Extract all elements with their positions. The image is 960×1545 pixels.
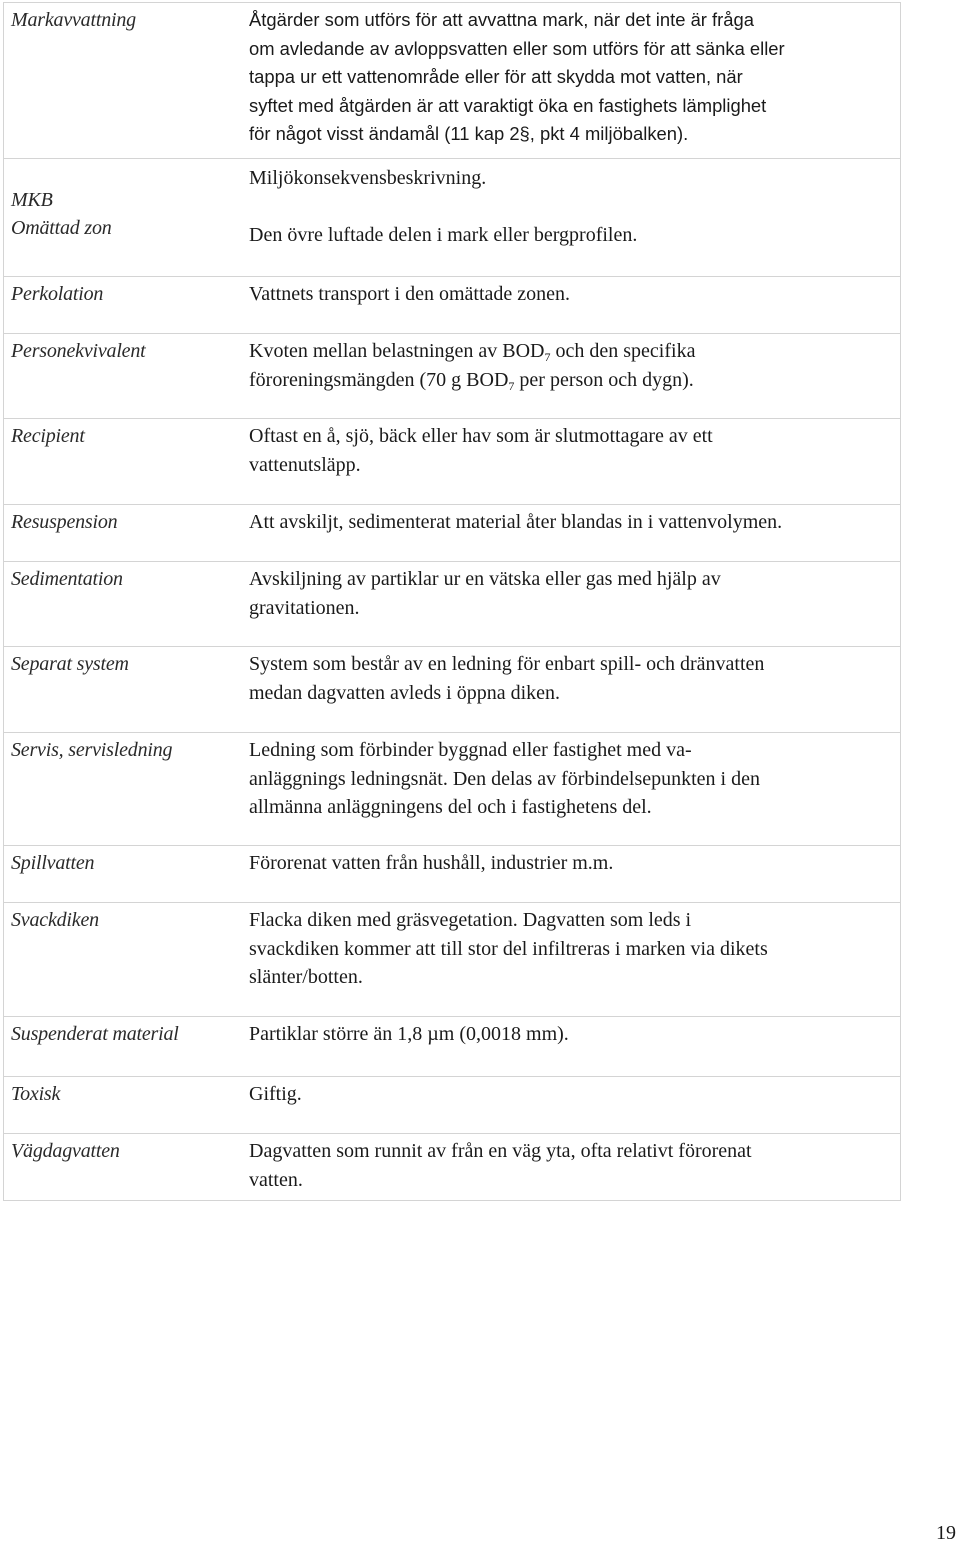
- definition: [242, 3, 900, 149]
- term: Recipient: [11, 425, 85, 447]
- definition-line: Partiklar större än 1,8 µm (0,0018 mm).: [249, 1023, 569, 1045]
- glossary-row-perkolation: [3, 276, 901, 333]
- definition-line: svackdiken kommer att till stor del infiltreras i marken via dikets: [249, 937, 768, 960]
- definition-line: Vattnets transport i den omättade zonen.: [249, 283, 571, 305]
- glossary-row-svackdiken: [3, 902, 901, 1016]
- definition: [242, 733, 900, 822]
- term-omattad-zon: Omättad zon: [11, 217, 112, 239]
- definition-line: vatten.: [249, 1168, 303, 1191]
- term: Toxisk: [11, 1083, 61, 1105]
- term: Spillvatten: [11, 852, 95, 874]
- definition-line: Att avskiljt, sedimenterat material åter blandas in i vattenvolymen.: [249, 511, 783, 533]
- definition-line: anläggnings ledningsnät. Den delas av förbindelsepunkten i den: [249, 767, 760, 790]
- definition-line: för något visst ändamål (11 kap 2§, pkt 4 miljöbalken).: [249, 123, 689, 144]
- definition-line: Oftast en å, sjö, bäck eller hav som är slutmottagare av ett: [249, 425, 713, 447]
- definition-line: tappa ur ett vattenområde eller för att skydda mot vatten, när: [249, 66, 743, 87]
- glossary-row-separat-system: [3, 646, 901, 732]
- definition: [242, 334, 900, 394]
- term: Separat system: [11, 653, 129, 675]
- definition: [242, 1017, 900, 1049]
- term: [4, 159, 242, 242]
- glossary-row-toxisk: [3, 1076, 901, 1133]
- definition-line: syftet med åtgärden är att varaktigt öka en fastighets lämplighet: [249, 94, 767, 116]
- definition-line: Förorenat vatten från hushåll, industrier m.m.: [249, 852, 614, 874]
- glossary-row-suspenderat-material: [3, 1016, 901, 1076]
- term: Sedimentation: [11, 568, 123, 590]
- definition: [242, 562, 900, 622]
- definition-line: medan dagvatten avleds i öppna diken.: [249, 681, 561, 704]
- definition-line: Kvoten mellan belastningen av $BOD_7$ och den specifika: [249, 340, 696, 364]
- definition-line: Åtgärder som utförs för att avvattna mark, när det inte är fråga: [249, 9, 754, 30]
- definition-line: Giftig.: [249, 1083, 302, 1105]
- glossary-row-mkb-omattad-zon: [3, 158, 901, 276]
- glossary-row-recipient: [3, 418, 901, 504]
- term: Resuspension: [11, 511, 118, 533]
- definition: [242, 277, 900, 309]
- definition: [242, 159, 900, 249]
- definition: [242, 647, 900, 707]
- glossary-row-personekvivalent: [3, 333, 901, 418]
- glossary-table: [3, 2, 901, 1201]
- definition: [242, 419, 900, 479]
- definition: [242, 1077, 900, 1109]
- term: Personekvivalent: [11, 340, 146, 362]
- term: Perkolation: [11, 283, 104, 305]
- definition-line: om avledande av avloppsvatten eller som utförs för att sänka eller: [249, 37, 785, 59]
- definition-line: slänter/botten.: [249, 966, 363, 988]
- definition-line: Miljökonsekvensbeskrivning.: [249, 167, 487, 189]
- definition: [242, 1134, 900, 1194]
- definition-line: Avskiljning av partiklar ur en vätska eller gas med hjälp av: [249, 568, 721, 590]
- glossary-row-resuspension: [3, 504, 901, 561]
- term: Suspenderat material: [11, 1023, 179, 1045]
- definition-line: Ledning som förbinder byggnad eller fastighet med va-: [249, 739, 692, 761]
- term: Svackdiken: [11, 909, 99, 931]
- glossary-row-vagdagvatten: [3, 1133, 901, 1201]
- definition-line: Den övre luftade delen i mark eller bergprofilen.: [249, 223, 638, 246]
- term: Servis, servisledning: [11, 739, 173, 761]
- term-mkb: MKB: [11, 189, 53, 211]
- definition-line: vattenutsläpp.: [249, 453, 361, 476]
- definition-line: System som består av en ledning för enbart spill- och dränvatten: [249, 653, 765, 675]
- glossary-row-spillvatten: [3, 845, 901, 902]
- definition: [242, 505, 900, 537]
- definition-line: allmänna anläggningens del och i fastighetens del.: [249, 796, 652, 818]
- definition-line: föroreningsmängden (70 g $BOD_7$ per person och dygn).: [249, 368, 694, 393]
- definition: [242, 903, 900, 992]
- definition: [242, 846, 900, 878]
- definition-line: Dagvatten som runnit av från en väg yta, ofta relativt förorenat: [249, 1140, 752, 1162]
- page-number: 19: [936, 1522, 956, 1544]
- definition-line: Flacka diken med gräsvegetation. Dagvatten som leds i: [249, 909, 692, 931]
- term: Markavvattning: [11, 9, 136, 31]
- definition-line: gravitationen.: [249, 596, 360, 619]
- term: Vägdagvatten: [11, 1140, 120, 1162]
- glossary-row-servis: [3, 732, 901, 845]
- glossary-row-markavvattning: [3, 2, 901, 158]
- glossary-row-sedimentation: [3, 561, 901, 646]
